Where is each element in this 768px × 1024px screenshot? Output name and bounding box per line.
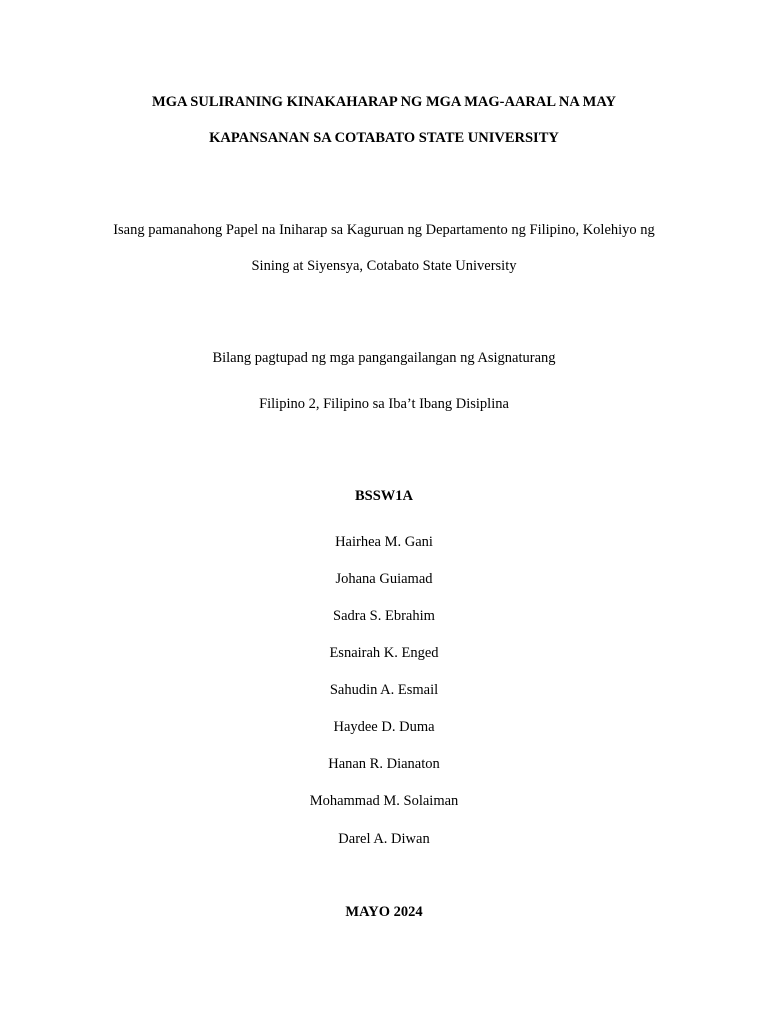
submission-line-2: Sining at Siyensya, Cotabato State University bbox=[251, 258, 517, 274]
title-line-2: KAPANSANAN SA COTABATO STATE UNIVERSITY bbox=[209, 130, 559, 146]
member-name: Johana Guiamad bbox=[335, 571, 433, 587]
member-name: Darel A. Diwan bbox=[338, 831, 430, 847]
member-name: Esnairah K. Enged bbox=[329, 645, 439, 661]
date-label: MAYO 2024 bbox=[345, 904, 423, 920]
section-label: BSSW1A bbox=[354, 488, 414, 504]
member-name: Mohammad M. Solaiman bbox=[309, 793, 459, 809]
member-name: Sadra S. Ebrahim bbox=[333, 608, 435, 624]
member-name: Hanan R. Dianaton bbox=[328, 756, 440, 772]
title-line-1: MGA SULIRANING KINAKAHARAP NG MGA MAG-AARAL NA MAY bbox=[152, 94, 616, 110]
submission-line-1: Isang pamanahong Papel na Iniharap sa Kaguruan ng Departamento ng Filipino, Kolehiyo ng bbox=[113, 222, 655, 238]
requirement-line-1: Bilang pagtupad ng mga pangangailangan ng Asignaturang bbox=[212, 350, 556, 366]
requirement-line-2: Filipino 2, Filipino sa Iba’t Ibang Disiplina bbox=[259, 396, 509, 412]
member-name: Sahudin A. Esmail bbox=[329, 682, 439, 698]
member-name: Haydee D. Duma bbox=[333, 719, 435, 735]
member-name: Hairhea M. Gani bbox=[335, 534, 433, 550]
